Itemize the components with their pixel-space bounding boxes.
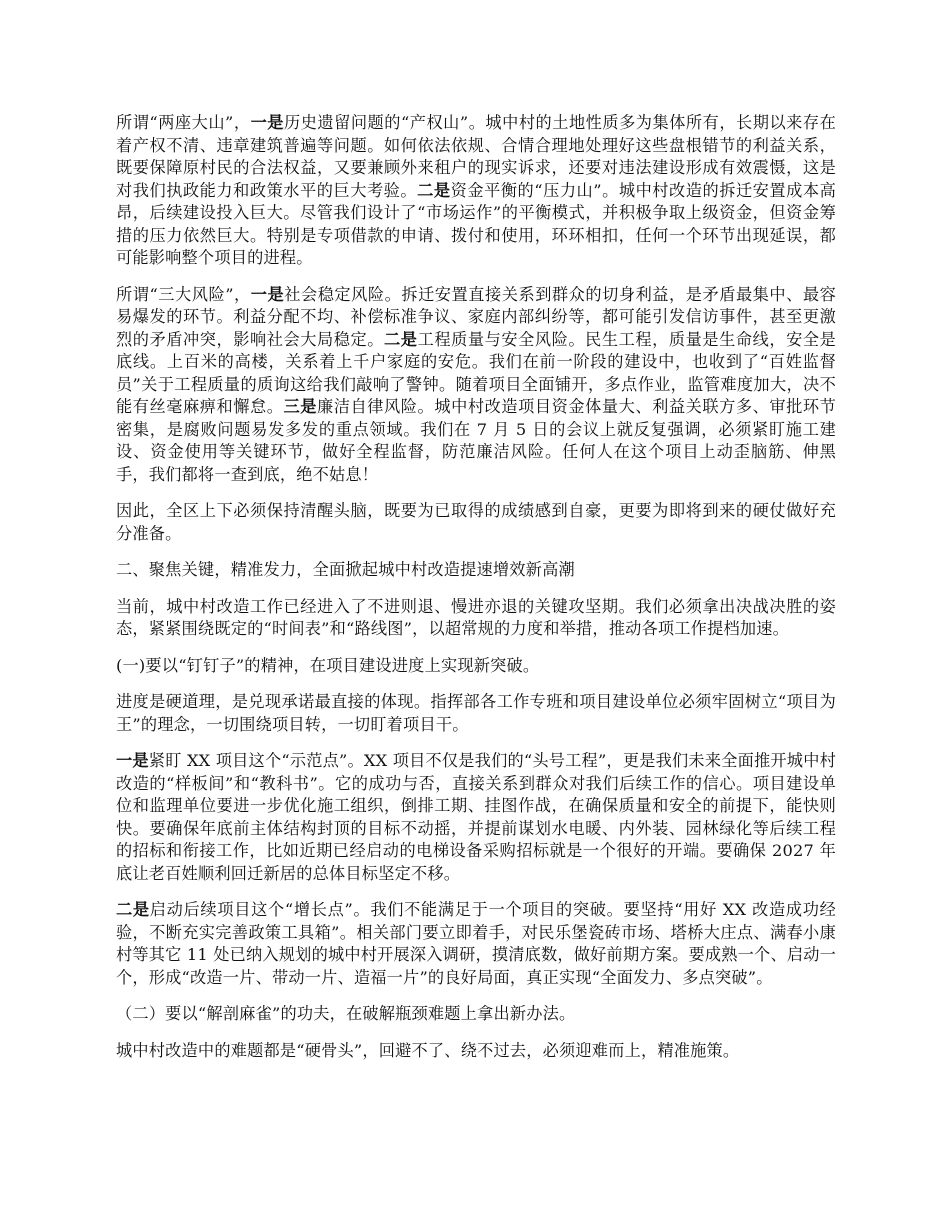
text-run: 因此，全区上下必须保持清醒头脑，既要为已取得的成绩感到自豪，更要为即将到来的硬仗做好充分准备。 bbox=[116, 501, 836, 543]
text-run: 紧盯 XX 项目这个“示范点”。XX 项目不仅是我们的“头号工程”，更是我们未来全面推开城中村改造的“样板间”和“教科书”。它的成功与否，直接关系到群众对我们后续工作的信心。项目建设单位和监理单位要进一步优化施工组织，倒排工期、挂图作战，在确保质量和安全的前提下，能快则快。要确保年底前主体结构封顶的目标不动摇，并提前谋划水电暖、内外装、园林绿化等后续工程的招标和衔接工作，比如近期已经启动的电梯设备采购招标就是一个很好的开端。要确保 2027 年底让老百姓顺利回迁新居的总体目标坚定不移。 bbox=[116, 751, 836, 883]
text-run: 资金平衡的“压力山”。城中村改造的拆迁安置成本高昂，后续建设投入巨大。尽管我们设计了“市场运作”的平衡模式，并积极争取上级资金，但资金筹措的压力依然巨大。特别是专项借款的申请、拨付和使用，环环相扣，任何一个环节出现延误，都可能影响整个项目的进程。 bbox=[116, 180, 836, 267]
bold-marker: 一是 bbox=[250, 284, 285, 304]
text-run: 进度是硬道理，是兑现承诺最直接的体现。指挥部各工作专班和项目建设单位必须牢固树立“项目为王”的理念，一切围绕项目转，一切盯着项目干。 bbox=[116, 692, 836, 734]
text-run: (一)要以“钉钉子”的精神，在项目建设进度上实现新突破。 bbox=[116, 655, 540, 675]
bold-marker: 一是 bbox=[250, 113, 284, 132]
paragraph bbox=[116, 112, 836, 270]
section-heading bbox=[116, 559, 836, 582]
paragraph bbox=[116, 500, 836, 545]
subsection-heading bbox=[116, 1003, 836, 1026]
text-run: 城中村改造中的难题都是“硬骨头”，回避不了、绕不过去，必须迎难而上，精准施策。 bbox=[116, 1040, 740, 1060]
bold-marker: 二是 bbox=[384, 329, 418, 349]
text-run: 当前，城中村改造工作已经进入了不进则退、慢进亦退的关键攻坚期。我们必须拿出决战决胜的姿态，紧紧围绕既定的“时间表”和“路线图”，以超常规的力度和举措，推动各项工作提档加速。 bbox=[116, 596, 836, 638]
paragraph bbox=[116, 1040, 836, 1063]
bold-marker: 一是 bbox=[116, 751, 149, 770]
text-run: 二、聚焦关键，精准发力，全面掀起城中村改造提速增效新高潮 bbox=[116, 560, 575, 579]
subsection-heading bbox=[116, 655, 836, 678]
bold-marker: 二是 bbox=[417, 180, 451, 200]
text-run: 社会稳定风险。拆迁安置直接关系到群众的切身利益，是矛盾最集中、最容易爆发的环节。利益分配不均、补偿标准争议、家庭内部纠纷等，都可能引发信访事件，甚至更激烈的矛盾冲突，影响社会大局稳定。 bbox=[116, 284, 836, 349]
text-run: 工程质量与安全风险。民生工程，质量是生命线，安全是底线。上百米的高楼，关系着上千户家庭的安危。我们在前一阶段的建设中，也收到了“百姓监督员”关于工程质量的质询这给我们敲响了警钟。随着项目全面铺开，多点作业，监管难度加大，决不能有丝毫麻痹和懈怠。 bbox=[116, 329, 837, 416]
paragraph bbox=[116, 596, 836, 641]
document-body bbox=[116, 112, 836, 1076]
text-run: 所谓“三大风险”， bbox=[116, 284, 251, 304]
text-run: 启动后续项目这个“增长点”。我们不能满足于一个项目的突破。要坚持“用好 XX 改造成功经验，不断充实完善政策工具箱”。相关部门要立即着手，对民乐堡瓷砖市场、塔桥大庄点、满春小康村等其它 11 处已纳入规划的城中村开展深入调研，摸清底数，做好前期方案。要成熟一个、启动一个，形成“改造一片、带动一片、造福一片”的良好局面，真正实现“全面发力、多点突破”。 bbox=[116, 900, 837, 987]
text-run: （二）要以“解剖麻雀”的功夫，在破解瓶颈难题上拿出新办法。 bbox=[116, 1004, 576, 1023]
paragraph bbox=[116, 691, 836, 736]
text-run: 所谓“两座大山”， bbox=[116, 113, 251, 132]
paragraph bbox=[116, 750, 836, 885]
paragraph bbox=[116, 899, 836, 989]
paragraph bbox=[116, 284, 836, 487]
bold-marker: 三是 bbox=[283, 397, 318, 416]
bold-marker: 二是 bbox=[116, 900, 150, 919]
text-run: 廉洁自律风险。城中村改造项目资金体量大、利益关联方多、审批环节密集，是腐败问题易发多发的重点领域。我们在 7 月 5 日的会议上就反复强调，必须紧盯施工建设、资金使用等关键环节，做好全程监督，防范廉洁风险。任何人在这个项目上动歪脑筋、伸黑手，我们都将一查到底，绝不姑息！ bbox=[116, 397, 837, 484]
text-run: 历史遗留问题的“产权山”。城中村的土地性质多为集体所有，长期以来存在着产权不清、违章建筑普遍等问题。如何依法依规、合情合理地处理好这些盘根错节的利益关系，既要保障原村民的合法权益，又要兼顾外来租户的现实诉求，还要对违法建设形成有效震慑，这是对我们执政能力和政策水平的巨大考验。 bbox=[116, 113, 836, 200]
